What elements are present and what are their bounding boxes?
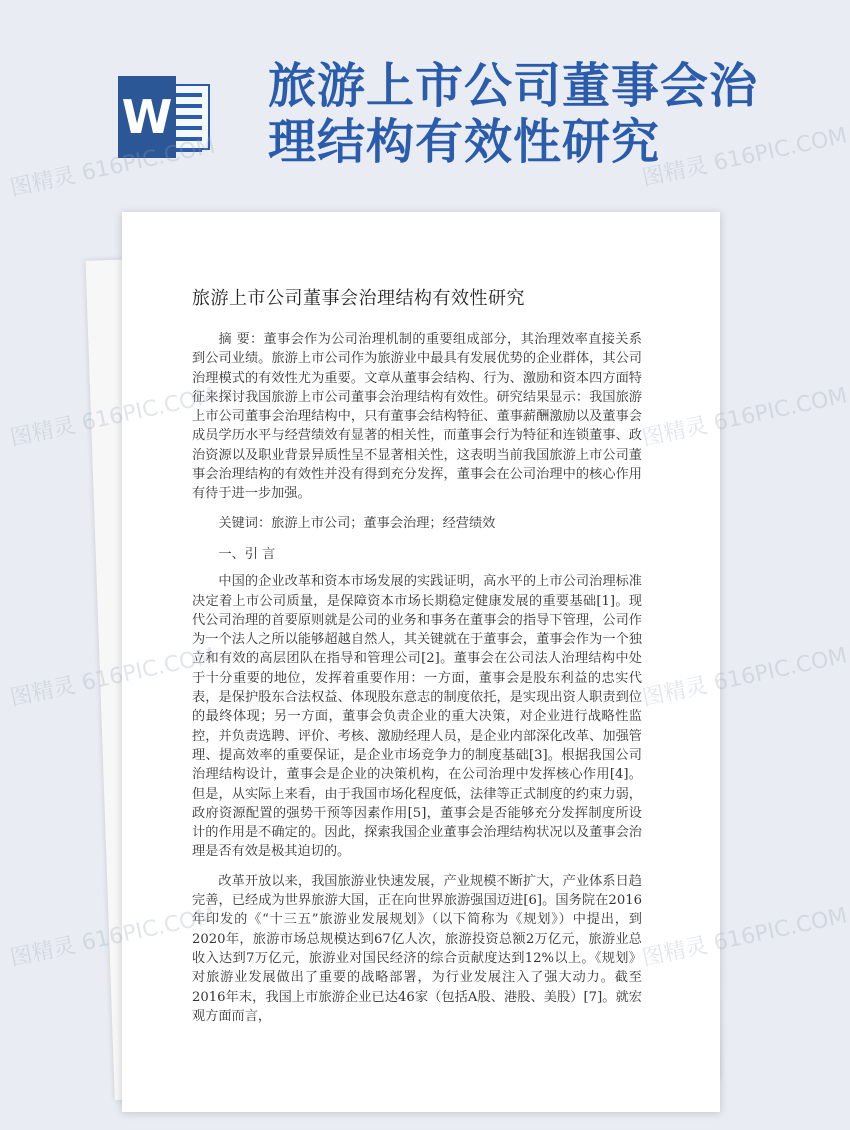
abstract-paragraph: 摘 要：董事会作为公司治理机制的重要组成部分，其治理效率直接关系到公司业绩。旅游上市公司作为旅游业中最具有发展优势的企业群体，其公司治理模式的有效性尤为重要。文章从董事会结构、行为、激励和资本四方面特征来探讨我国旅游上市公司董事会治理结构有效性。研究结果显示：我国旅游上市公司董事会治理结构中，只有董事会结构特征、董事薪酬激励以及董事会成员学历水平与经营绩效有显著的相关性，而董事会行为特征和连锁董事、政治资源以及职业背景异质性呈不显著相关性，这表明当前我国旅游上市公司董事会治理结构的有效性并没有得到充分发挥，董事会在公司治理中的核心作用有待于进一步加强。 [192,332,642,502]
watermark: 图精灵 616PIC.COM [640,123,850,192]
word-logo-letter: W [118,76,176,158]
banner-title: 旅游上市公司董事会治理结构有效性研究 [268,58,759,170]
body-paragraph: 改革开放以来，我国旅游业快速发展，产业规模不断扩大，产业体系日趋完善，已经成为世界旅游大国，正在向世界旅游强国迈进[6]。国务院在2016年印发的《“十三五”旅游业发展规划》（以下简称为《规划》）中提出，到2020年，旅游市场总规模达到67亿人次，旅游投资总额2万亿元，旅游业总收入达到7万亿元，旅游业对国民经济的综合贡献度达到12%以上。《规划》对旅游业发展做出了重要的战略部署，为行业发展注入了强大动力。截至2016年末，我国上市旅游企业已达46家（包括A股、港股、美股）[7]。就宏观方面而言， [192,873,642,1024]
document-title: 旅游上市公司董事会治理结构有效性研究 [192,288,525,309]
watermark: 图精灵 616PIC.COM [8,903,218,972]
watermark: 图精灵 616PIC.COM [8,133,218,202]
watermark: 图精灵 616PIC.COM [640,903,850,972]
keywords-line: 关键词：旅游上市公司；董事会治理；经营绩效 [218,515,496,531]
watermark: 图精灵 616PIC.COM [640,383,850,452]
watermark: 图精灵 616PIC.COM [640,643,850,712]
body-paragraph: 中国的企业改革和资本市场发展的实践证明，高水平的上市公司治理标准决定着上市公司质量，是保障资本市场长期稳定健康发展的重要基础[1]。现代公司治理的首要原则就是公司的业务和事务在董事会的指导下管理，公司作为一个法人之所以能够超越自然人，其关键就在于董事会，董事会作为一个独立和有效的高层团队在指导和管理公司[2]。董事会在公司法人治理结构中处于十分重要的地位，发挥着重要作用：一方面，董事会是股东利益的忠实代表，是保护股东合法权益、体现股东意志的制度依托，是实现出资人职责到位的最终体现；另一方面，董事会负责企业的重大决策，对企业进行战略性监控，并负责选聘、评价、考核、激励经理人员，是企业内部深化改革、加强管理、提高效率的重要保证，是企业市场竞争力的制度基础[3]。根据我国公司治理结构设计，董事会是企业的决策机构，在公司治理中发挥核心作用[4]。但是，从实际上来看，由于我国市场化程度低，法律等正式制度的约束力弱，政府资源配置的强势干预等因素作用[5]，董事会是否能够充分发挥制度所设计的作用是不确定的。因此，探索我国企业董事会治理结构状况以及董事会治理是否有效是极其迫切的。 [192,574,642,860]
document-body [192,330,642,1036]
watermark: 图精灵 616PIC.COM [8,643,218,712]
section-heading: 一、引 言 [218,546,276,562]
watermark: 图精灵 616PIC.COM [8,383,218,452]
